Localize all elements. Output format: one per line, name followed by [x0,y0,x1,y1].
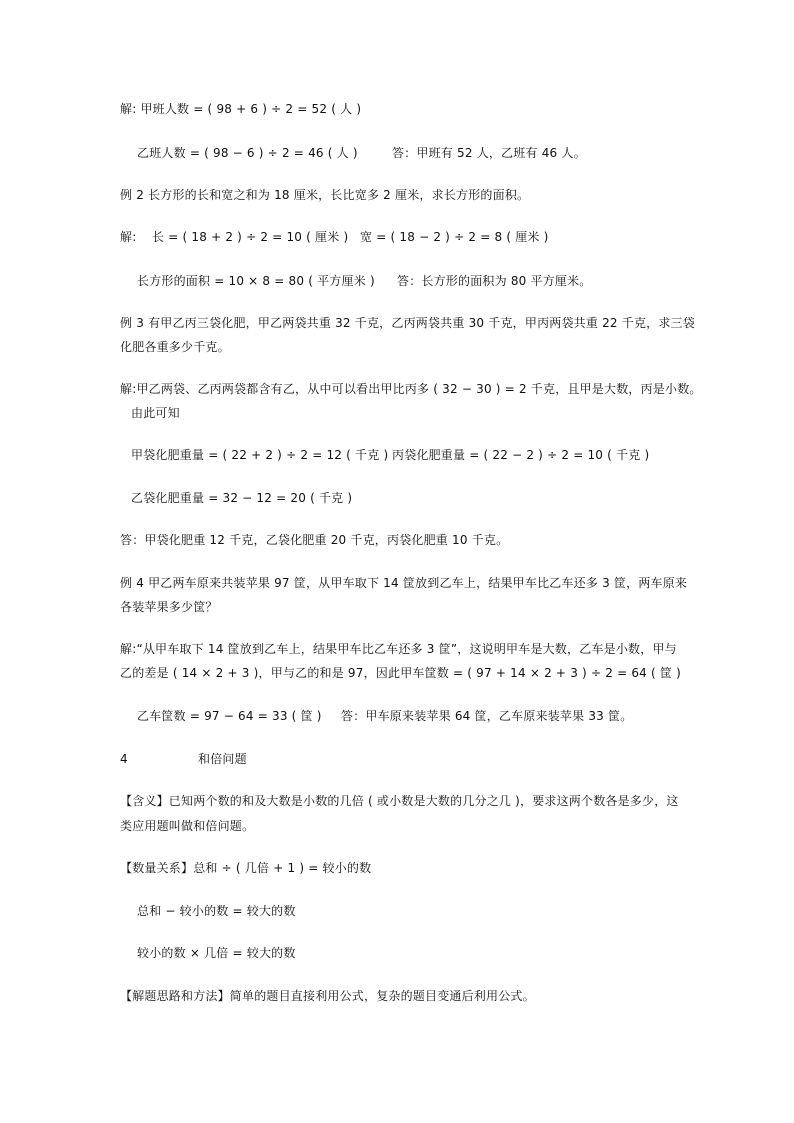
definition-line: 类应用题叫做和倍问题。 [120,819,255,833]
solution-line: 解:甲乙两袋、乙丙两袋都含有乙，从中可以看出甲比丙多 ( 32 − 30 ) = 2 千克，且甲是大数，丙是小数。 [120,382,702,396]
solution-line: 乙袋化肥重量 = 32 − 12 = 20 ( 千克 ) [131,491,353,505]
example-heading: 例 4 甲乙两车原来共装苹果 97 筐，从甲车取下 14 筐放到乙车上，结果甲车比乙车还多 3 筐，两车原来 [120,576,688,590]
answer-line: 答：甲袋化肥重 12 千克，乙袋化肥重 20 千克，丙袋化肥重 10 千克。 [120,533,509,547]
example-heading-cont: 各装苹果多少筐？ [120,600,218,614]
relation-line: 较小的数 × 几倍 = 较大的数 [137,946,296,960]
answer-line: 答：长方形的面积为 80 平方厘米。 [397,274,592,288]
answer-line: 答：甲车原来装苹果 64 筐，乙车原来装苹果 33 筐。 [341,709,633,723]
solution-line: 长方形的面积 = 10 × 8 = 80 ( 平方厘米 ) [137,274,375,288]
answer-line: 答：甲班有 52 人，乙班有 46 人。 [392,146,586,160]
relation-line: 【数量关系】总和 ÷ ( 几倍 + 1 ) = 较小的数 [120,861,372,875]
example-heading: 例 2 长方形的长和宽之和为 18 厘米，长比宽多 2 厘米，求长方形的面积。 [120,188,530,202]
example-heading-cont: 化肥各重多少千克。 [120,340,230,354]
solution-line: 宽 = ( 18 − 2 ) ÷ 2 = 8 ( 厘米 ) [360,230,549,244]
solution-line: 甲袋化肥重量 = ( 22 + 2 ) ÷ 2 = 12 ( 千克 ) [131,448,389,462]
section-title: 和倍问题 [198,752,247,766]
solution-line: 由此可知 [131,406,180,420]
solution-line: 解:“从甲车取下 14 筐放到乙车上，结果甲车比乙车还多 3 筐”，这说明甲车是大数，乙车是小数，甲与 [120,642,677,656]
method-line: 【解题思路和方法】简单的题目直接利用公式，复杂的题目变通后利用公式。 [120,989,535,1003]
solution-line: 乙的差是 ( 14 × 2 + 3 )，甲与乙的和是 97，因此甲车筐数 = ( 97 + 14 × 2 + 3 ) ÷ 2 = 64 ( 筐 ) [120,666,682,680]
solution-label: 解: [120,230,137,244]
solution-line: 长 = ( 18 + 2 ) ÷ 2 = 10 ( 厘米 ) [152,230,349,244]
example-heading: 例 3 有甲乙丙三袋化肥，甲乙两袋共重 32 千克，乙丙两袋共重 30 千克，甲丙两袋共重 22 千克，求三袋 [120,316,695,330]
section-number: 4 [120,752,128,766]
solution-line: 乙车筐数 = 97 − 64 = 33 ( 筐 ) [137,709,322,723]
solution-line: 解: 甲班人数 = ( 98 + 6 ) ÷ 2 = 52 ( 人 ) [120,102,362,116]
definition-line: 【含义】已知两个数的和及大数是小数的几倍 ( 或小数是大数的几分之几 )，要求这两个数各是多少，这 [120,794,679,808]
solution-line: 乙班人数 = ( 98 − 6 ) ÷ 2 = 46 ( 人 ) [137,146,358,160]
relation-line: 总和 − 较小的数 = 较大的数 [137,904,296,918]
solution-line: 丙袋化肥重量 = ( 22 − 2 ) ÷ 2 = 10 ( 千克 ) [392,448,650,462]
